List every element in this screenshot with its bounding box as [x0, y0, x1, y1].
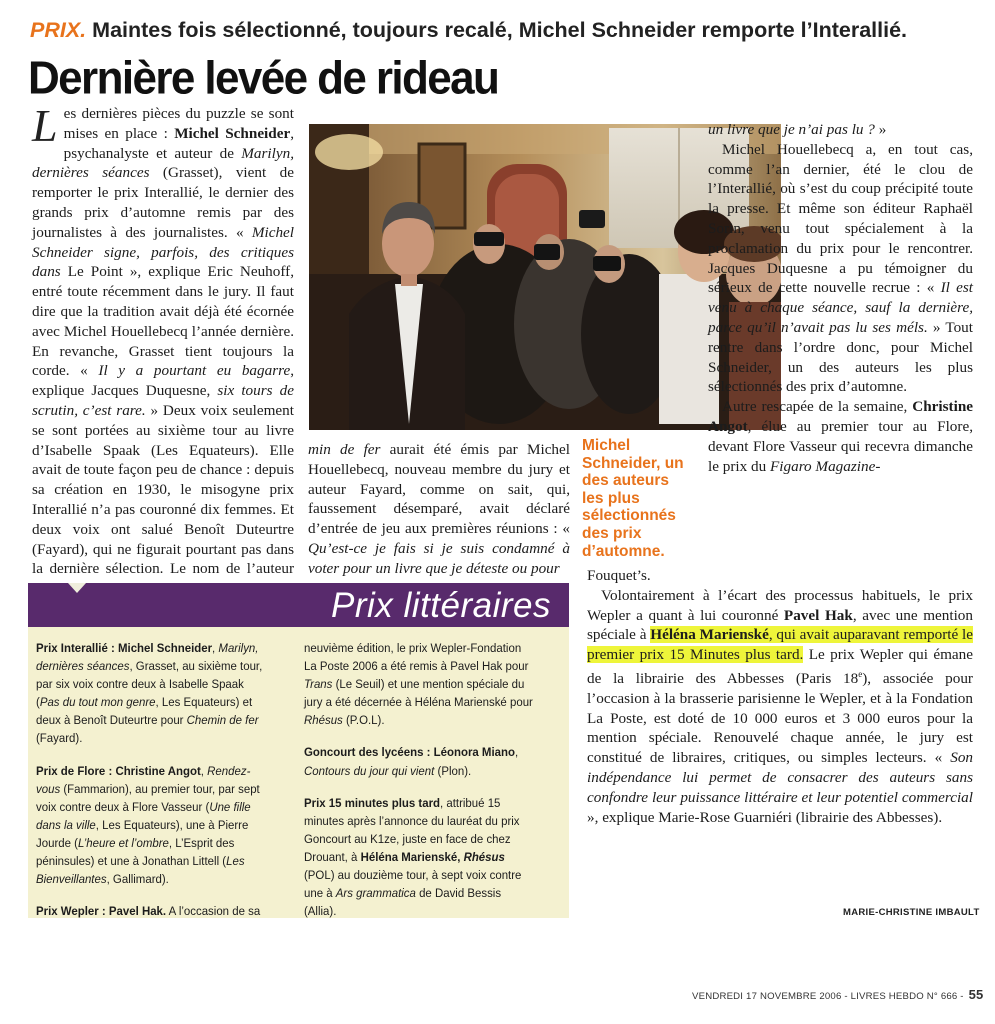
body-text: , avec une mention spéciale à: [587, 606, 973, 644]
article-column-3: [708, 120, 973, 476]
article-column-2: [308, 440, 570, 579]
book-title: min de fer: [308, 441, 381, 458]
prize-text: de David Bessis (Allia).: [304, 886, 502, 919]
body-bold: Héléna Marienské: [650, 626, 769, 644]
footer-text: VENDREDI 17 NOVEMBRE 2006 - LIVRES HEBDO N° 666 -: [692, 991, 964, 1002]
body-text: -: [875, 457, 881, 475]
book-title: Trans: [304, 677, 333, 692]
prize-text: ,: [514, 745, 519, 760]
sidebar-box-column-1: [36, 639, 267, 920]
book-title: Rhésus: [304, 713, 343, 728]
prize-text: neuvième édition, le prix Wepler-Fondation La Poste 2006 a été remis à Pavel Hak pour: [304, 641, 529, 674]
prize-text: , L’Esprit des péninsules) et une à Jonathan Littell (: [36, 835, 235, 869]
book-title: Pas du tout mon genre: [39, 695, 156, 710]
quote: Son indépendance lui permet de consacrer des auteurs sans confondre leur puissance littéraire et leur potentiel commercial: [587, 749, 973, 806]
quote: Il est venu à chaque séance, sauf la dernière, parce qu’il n’avait pas lu ses méls.: [708, 279, 973, 336]
prize-text: (P.O.L).: [342, 713, 385, 728]
prize-label: Prix Wepler : Pavel Hak.: [36, 904, 167, 919]
prize-bold: Héléna Marienské,: [360, 849, 464, 864]
prize-text: (Fayard).: [36, 731, 83, 746]
body-bold: Pavel Hak: [783, 606, 853, 624]
sidebar-box-column-2: [304, 639, 535, 920]
article-column-1: [32, 100, 295, 599]
book-title: Les Bienveillantes: [36, 854, 245, 887]
publication-title: Figaro Magazine: [770, 457, 876, 475]
quote: six tours de scrutin, c’est rare.: [32, 382, 294, 419]
body-text: , qui avait auparavant remporté le premier prix 15 Minutes plus tard.: [587, 626, 973, 664]
body-text: » Deux voix seulement se sont portées au sixième tour au livre d’Isabelle Spaak (Les Equateurs). Elle avait de toute façon peu de chance : depuis sa création en 1930, le misogyne prix Interallié n’a pas couronné dix femmes. Et deux voix ont salué Benoît Duteurtre (Fayard), qui ne figurait pourtant pas dans la dernière sélection. Le nom de l’auteur: [32, 401, 294, 578]
prize-label: Prix de Flore : Christine Angot: [36, 763, 201, 778]
prize-text: , Grasset, au sixième tour, par six voix contre deux à Isabelle Spaak (: [36, 659, 263, 710]
body-text: es dernières pièces du puzzle se sont mises en place :: [63, 105, 294, 142]
prize-text: ,: [200, 763, 208, 778]
prize-text: (Le Seuil) et une mention spéciale du jury a été décernée à Héléna Marienské pour: [304, 677, 533, 710]
body-bold: Michel Schneider: [174, 124, 291, 142]
photo-caption: Michel Schneider, un des auteurs les plus sélectionnés des prix d’automne.: [582, 437, 684, 560]
book-title: Rhésus: [463, 849, 505, 864]
kicker-tag: PRIX.: [30, 18, 87, 42]
body-text: (Grasset), vient de remporter le prix Interallié, le dernier des grands prix d’automne remis par des journalistes à des journalistes. «: [32, 164, 294, 241]
prize-text: , Les Equateurs), une à Pierre Jourde (: [36, 817, 249, 850]
prize-label: Prix 15 minutes plus tard: [304, 795, 441, 810]
prize-entry-15-minutes: [304, 794, 535, 921]
author-signature: MARIE-CHRISTINE IMBAULT: [843, 907, 980, 918]
body-text: Volontairement à l’écart des processus habituels, le prix Wepler a quant à lui couronné: [587, 586, 973, 624]
prize-entry-goncourt: [304, 743, 535, 779]
book-title: Contours du jour qui vient: [304, 763, 435, 778]
prize-entry-wepler: [36, 902, 267, 920]
quote: un livre que je n’ai pas lu ?: [708, 121, 875, 138]
prize-entry-interallie: [36, 639, 267, 748]
prize-label: Goncourt des lycéens : Léonora Miano: [304, 745, 515, 760]
page-footer: [692, 987, 984, 1002]
book-title: Rendez-vous: [36, 763, 251, 796]
body-bold: Christine Angot: [708, 398, 973, 435]
body-text: Le prix Wepler qui émane de la librairie des Abbesses (Paris 18: [587, 646, 974, 688]
body-text: Autre rescapée de la semaine,: [722, 398, 913, 416]
sidebar-box-title: Prix littéraires: [331, 586, 551, 625]
article-headline: Dernière levée de rideau: [28, 52, 499, 104]
body-text: », explique Marie-Rose Guarniéri (librairie des Abbesses).: [587, 808, 943, 826]
body-text: » Tout rentre dans l’ordre donc, pour Michel Schneider, un des auteurs les plus sélectionnés des prix d’automne.: [708, 318, 973, 396]
body-text: , élue au premier tour au Flore, devant Flore Vasseur qui recevra dimanche le prix du: [708, 417, 973, 475]
prize-text: , attribué 15 minutes après l’annonce du lauréat du prix Goncourt au K1ze, juste en face de chez Drouant, à: [304, 795, 520, 864]
prize-text: (Fammarion), au premier tour, par sept voix contre deux à Flore Vasseur (: [36, 781, 260, 814]
prize-entry-flore: [36, 762, 267, 889]
quote: Qu’est-ce je fais si je suis condamné à voter pour un livre que je déteste ou pour: [308, 539, 570, 577]
body-text: Michel Houellebecq a, en tout cas, comme l’an dernier, été le clou de l’Interallié, où s’est du coup précipité toute la presse. Et même son éditeur Raphaël Sorin, venu tout spécialement à la proclamation du prix pour le rencontrer. Jacques Duquesne a pu témoigner du sérieux de cette nouvelle recrue : «: [708, 140, 973, 297]
body-text: , psychanalyste et auteur de: [63, 124, 295, 162]
prize-text: ,: [212, 641, 219, 655]
book-title: L’heure et l’ombre: [77, 835, 169, 850]
sidebar-box-header: [28, 583, 569, 627]
kicker: [30, 18, 970, 43]
book-title: Chemin de fer: [186, 713, 259, 728]
body-text: »: [874, 121, 887, 138]
body-text: Fouquet’s.: [587, 567, 651, 584]
prize-text: A l’occasion de sa: [166, 904, 261, 919]
drop-cap: L: [32, 100, 58, 151]
prize-text: (POL) au douzième tour, à sept voix contre une à: [304, 868, 522, 901]
quote: Michel Schneider signe, parfois, des critiques dans: [32, 223, 294, 281]
prize-text: (Plon).: [434, 763, 472, 778]
body-text: , explique Jacques Duquesne,: [32, 362, 294, 400]
book-title: Une fille dans la ville: [36, 799, 251, 832]
superscript: e: [858, 668, 863, 679]
prize-entry-wepler-continued: [304, 639, 535, 729]
body-text: aurait été émis par Michel Houellebecq, nouveau membre du jury et auteur Fayard, comme on sait, qui, faussement désemparé, avait déclaré d’entrée de jeu aux premières réunions : «: [308, 441, 570, 538]
book-title: Ars grammatica: [335, 886, 416, 901]
prize-text: , Les Equateurs) et deux à Benoît Duteurtre pour: [36, 695, 253, 728]
header-notch: [68, 583, 86, 593]
body-text: ), associée pour l’occasion à la brasserie parisienne le Wepler, et à la Fondation La Poste, est doté de 10 000 euros et 3 000 euros pour la mention spéciale. Renouvelé chaque année, le jury est constitué de libraires, critiques, ou simples lecteurs. «: [587, 670, 973, 767]
prize-text: , Gallimard).: [106, 872, 169, 887]
page-number: 55: [968, 987, 984, 1002]
book-title: Marilyn, dernières séances: [36, 641, 259, 674]
book-title: Marilyn, dernières séances: [32, 144, 294, 182]
quote: Il y a pourtant eu bagarre: [98, 362, 291, 380]
prize-label: Prix Interallié : Michel Schneider: [36, 641, 213, 655]
kicker-text: Maintes fois sélectionné, toujours recalé, Michel Schneider remporte l’Interallié.: [92, 18, 908, 42]
sidebar-box-body: [28, 627, 569, 918]
body-text: Le Point », explique Eric Neuhoff, entré toute récemment dans le jury. Il faut dire que la tradition avait déjà été écornée avec Michel Houellebecq l’année dernière. En revanche, Grasset tient toujours la corde. «: [32, 263, 294, 380]
article-column-4: [587, 566, 973, 827]
